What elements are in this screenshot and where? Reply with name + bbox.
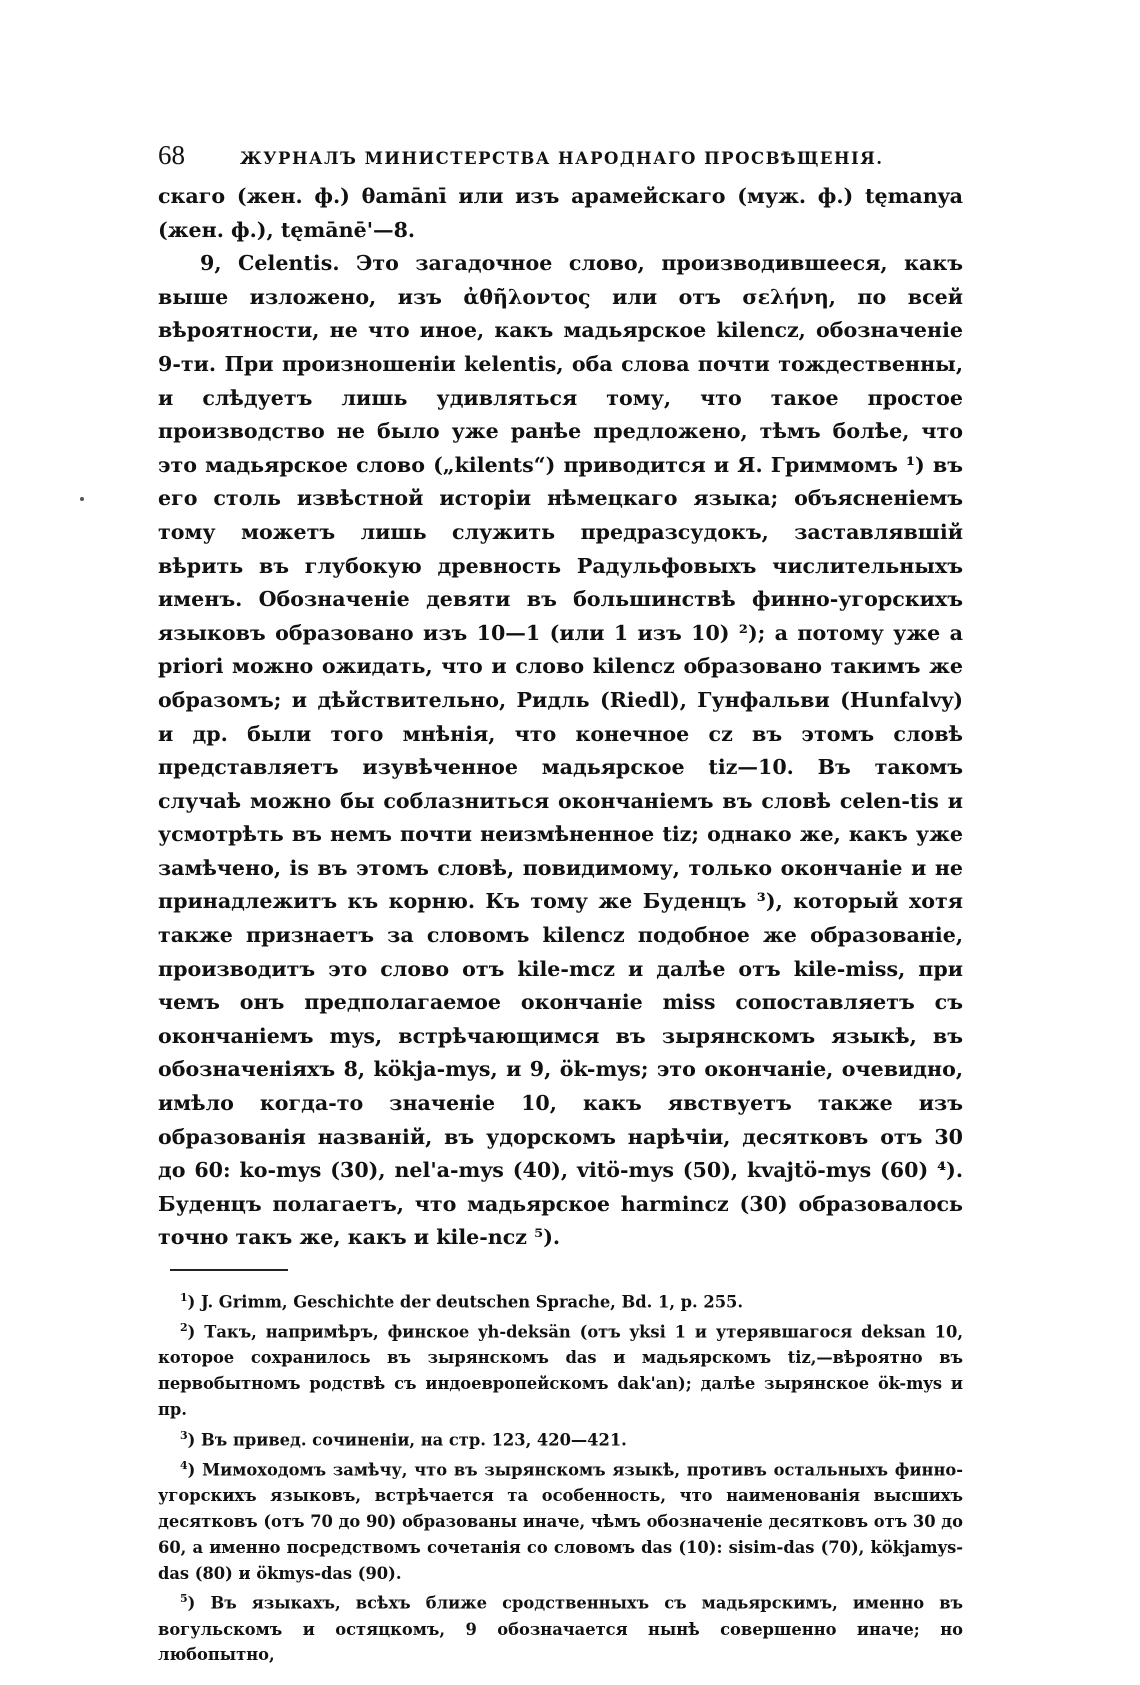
footnote: $^1$) J. Grimm, Geschichte der deutschen Sprache, Bd. 1, p. 255. xyxy=(180,1291,744,1312)
footnote-text: J. Grimm, Geschichte der deutschen Sprache, Bd. 1, p. 255. xyxy=(201,1292,744,1312)
paragraph-continuation: скаго (жен. ф.) θamānī или изъ арамейскаго (муж. ф.) tęmanya (жен. ф.), tęmānē'—8. xyxy=(158,184,963,242)
footnote-rule xyxy=(170,1269,288,1271)
main-text xyxy=(158,180,963,1255)
footnote-mark: 1 xyxy=(180,1291,188,1304)
footnote-text: Въ языкахъ, всѣхъ ближе сродственныхъ съ мадьярскимъ, именно въ вогульскомъ и остяцкомъ, 9 обозначается нынѣ совершенно иначе; но любопытно, xyxy=(158,1593,963,1665)
paragraph-celentis: 9, Celentis. Это загадочное слово, производившееся, какъ выше изложено, изъ ἀθῆλοντος или отъ σελήνη, по всей вѣроятности, не что иное, какъ мадьярское kilencz, обозначеніе 9-ти. При произношеніи kelentis, оба слова почти тождественны, и слѣдуетъ лишь удивляться тому, что такое простое производство не было уже ранѣе предложено, тѣмъ болѣе, что это мадьярское слово („kilents“) приводится и Я. Гриммомъ ¹) въ его столь извѣстной исторіи нѣмецкаго языка; объясненіемъ тому можетъ лишь служить предразсудокъ, заставлявшій вѣрить въ глубокую древность Радульфовыхъ числительныхъ именъ. Обозначеніе девяти въ большинствѣ финно-угорскихъ языковъ образовано изъ 10—1 (или 1 изъ 10) ²); а потому уже а priori можно ожидать, что и слово kilencz образовано такимъ же образомъ; и дѣйствительно, Ридль (Riedl), Гунфальви (Hunfalvy) и др. были того мнѣнія, что конечное cz въ этомъ словѣ представляетъ изувѣченное мадьярское tiz—10. Въ такомъ случаѣ можно бы соблазниться окончаніемъ въ словѣ celen-tis и усмотрѣть въ немъ почти неизмѣненное tiz; однако же, какъ уже замѣчено, is въ этомъ словѣ, повидимому, только окончаніе и не принадлежитъ къ корню. Къ тому же Буденцъ ³), который хотя также признаетъ за словомъ kilencz подобное же образованіе, производитъ это слово отъ kile-mcz и далѣе отъ kile-miss, при чемъ онъ предполагаемое окончаніе miss сопоставляетъ съ окончаніемъ mys, встрѣчающимся въ зырянскомъ языкѣ, въ обозначеніяхъ 8, kökja-mys, и 9, ök-mys; это окончаніе, очевидно, имѣло когда-то значеніе 10, какъ явствуетъ также изъ образованія названій, въ удорскомъ нарѣчіи, десятковъ отъ 30 до 60: ko-mys (30), nel'a-mys (40), vitö-mys (50), kvajtö-mys (60) ⁴). Буденцъ полагаетъ, что мадьярское harmincz (30) образовалось точно такъ же, какъ и kile-ncz ⁵). xyxy=(158,251,963,1250)
page-number: 68 xyxy=(158,140,185,170)
footnotes xyxy=(158,1285,963,1668)
page xyxy=(158,140,963,1668)
footnote-text: Такъ, напримѣръ, финское yh-deksän (отъ yksi 1 и утерявшагося deksan 10, которое сохранилось въ зырянскомъ das и мадьярскомъ tiz,—вѣроятно въ первобытномъ родствѣ съ индоевропейскомъ dak'an); далѣе зырянское ök-mys и пр. xyxy=(158,1322,963,1420)
footnote: $^3$) Въ привед. сочиненіи, на стр. 123, 420—421. xyxy=(180,1428,627,1450)
footnote-text: Мимоходомъ замѣчу, что въ зырянскомъ языкѣ, противъ остальныхъ финно-угорскихъ языковъ, встрѣчается та особенность, что наименованія высшихъ десятковъ (отъ 70 до 90) образованы иначе, чѣмъ обозначеніе десятковъ отъ 30 до 60, а именно посредствомъ сочетанія со словомъ das (10): sisim-das (70), kökjamys-das (80) и ökmys-das (90). xyxy=(158,1460,964,1583)
page-header xyxy=(158,140,963,180)
footnote: $^2$) Такъ, напримѣръ, финское yh-deksän (отъ yksi 1 и утерявшагося deksan 10, которое сохранилось въ зырянскомъ das и мадьярскомъ tiz,—вѣроятно въ первобытномъ родствѣ съ индоевропейскомъ dak'an); далѣе зырянское ök-mys и пр. xyxy=(158,1321,963,1420)
running-title: ЖУРНАЛЪ МИНИСТЕРСТВА НАРОДНАГО ПРОСВѢЩЕНІЯ. xyxy=(240,149,884,168)
footnote-mark: 2 xyxy=(180,1321,188,1335)
footnote-mark: 3 xyxy=(180,1428,188,1442)
footnote: $^5$) Въ языкахъ, всѣхъ ближе сродственныхъ съ мадьярскимъ, именно въ вогульскомъ и остяцкомъ, 9 обозначается нынѣ совершенно иначе; но любопытно, xyxy=(158,1592,963,1665)
footnote-text: Въ привед. сочиненіи, на стр. 123, 420—421. xyxy=(201,1430,627,1450)
footnote-mark: 4 xyxy=(180,1459,188,1473)
scan-speck xyxy=(80,497,84,501)
footnote: $^4$) Мимоходомъ замѣчу, что въ зырянскомъ языкѣ, противъ остальныхъ финно-угорскихъ языковъ, встрѣчается та особенность, что наименованія высшихъ десятковъ (отъ 70 до 90) образованы иначе, чѣмъ обозначеніе десятковъ отъ 30 до 60, а именно посредствомъ сочетанія со словомъ das (10): sisim-das (70), kökjamys-das (80) и ökmys-das (90). xyxy=(158,1459,964,1583)
footnote-mark: 5 xyxy=(180,1592,188,1606)
